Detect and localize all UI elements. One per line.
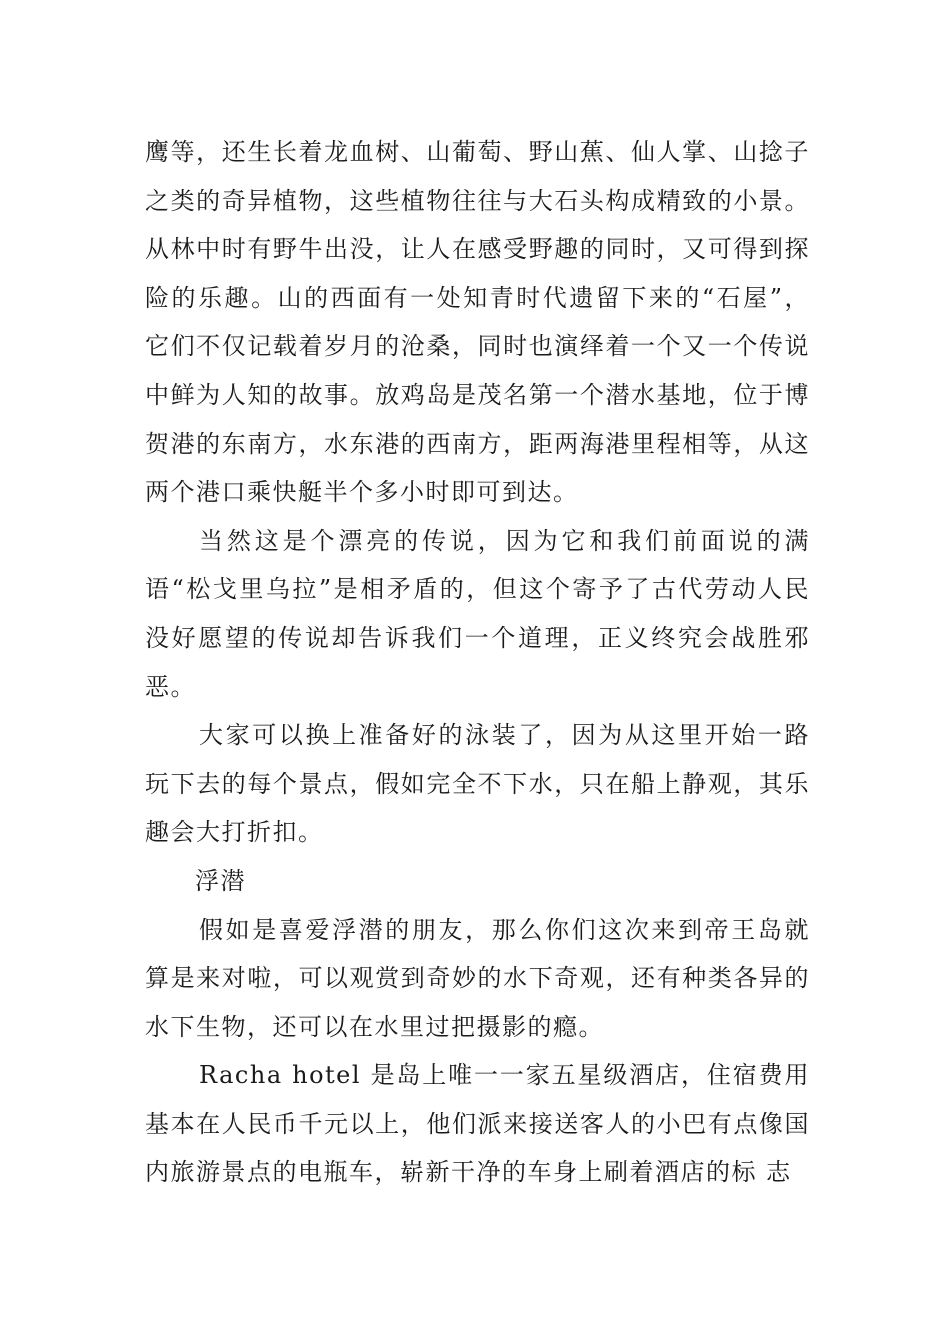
paragraph-2: 当然这是个漂亮的传说，因为它和我们前面说的满语“松戈里乌拉”是相矛盾的，但这个寄予了古代劳动人民没好愿望的传说却告诉我们一个道理，正义终究会战胜邪恶。 [145,526,810,701]
section-heading: 浮潜 [195,866,246,895]
paragraph-1: 鹰等，还生长着龙血树、山葡萄、野山蕉、仙人掌、山捻子之类的奇异植物，这些植物往往与大石头构成精致的小景。从林中时有野牛出没，让人在感受野趣的同时，又可得到探险的乐趣。山的西面有一处知青时代遗留下来的“石屋”，它们不仅记载着岁月的沧桑，同时也演绎着一个又一个传说中鲜为人知的故事。放鸡岛是茂名第一个潜水基地，位于博贺港的东南方，水东港的西南方，距两海港里程相等，从这两个港口乘快艇半个多小时即可到达。 [145,138,810,507]
paragraph-5: Racha hotel 是岛上唯一一家五星级酒店，住宿费用基本在人民币千元以上，他们派来接送客人的小巴有点像国内旅游景点的电瓶车，崭新干净的车身上刷着酒店的标 志 [145,1061,810,1187]
paragraph-4: 假如是喜爱浮潜的朋友，那么你们这次来到帝王岛就算是来对啦，可以观赏到奇妙的水下奇观，还有种类各异的水下生物，还可以在水里过把摄影的瘾。 [145,915,810,1041]
body-text [145,128,810,1197]
paragraph-3: 大家可以换上准备好的泳装了，因为从这里开始一路玩下去的每个景点，假如完全不下水，只在船上静观，其乐趣会大打折扣。 [145,721,810,847]
